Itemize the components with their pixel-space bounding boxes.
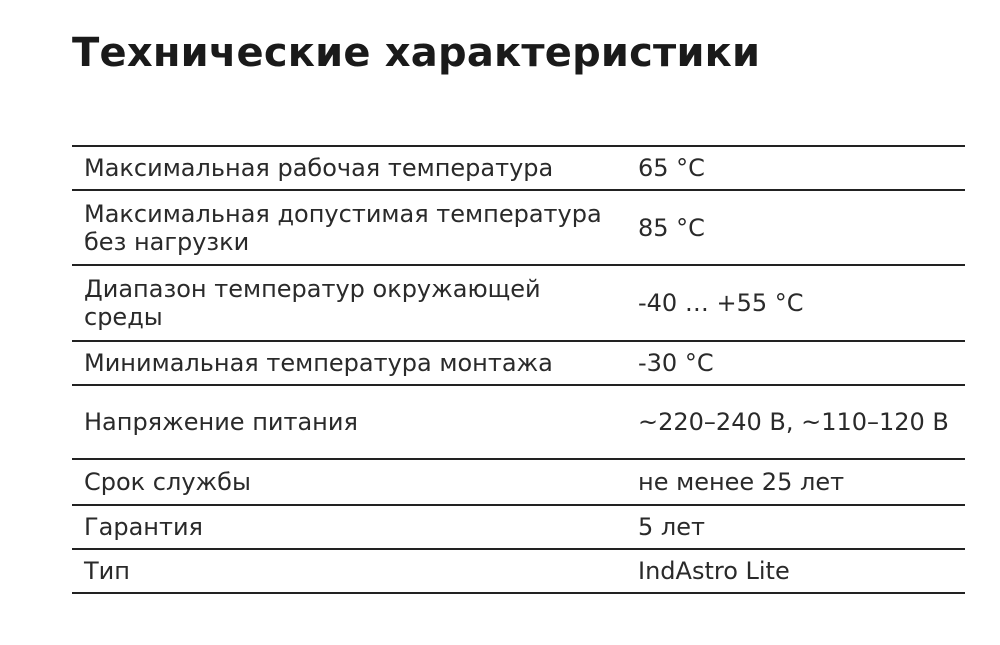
table-row: [72, 549, 965, 593]
spec-value: -30 °C: [626, 341, 965, 385]
table-row: [72, 265, 965, 341]
spec-value: IndAstro Lite: [626, 549, 965, 593]
table-row: [72, 190, 965, 265]
spec-param: Максимальная допустимая температура без нагрузки: [72, 190, 626, 265]
spec-value: не менее 25 лет: [626, 459, 965, 505]
table-row: [72, 459, 965, 505]
spec-param: Напряжение питания: [72, 385, 626, 459]
spec-value: 5 лет: [626, 505, 965, 549]
spec-value: 65 °C: [626, 146, 965, 190]
spec-param: Минимальная температура монтажа: [72, 341, 626, 385]
spec-param: Максимальная рабочая температура: [72, 146, 626, 190]
spec-value: ~220–240 В, ~110–120 В: [626, 385, 965, 459]
spec-param: Диапазон температур окружающей среды: [72, 265, 626, 341]
table-row: [72, 505, 965, 549]
spec-param: Тип: [72, 549, 626, 593]
table-row: [72, 341, 965, 385]
spec-value: -40 … +55 °C: [626, 265, 965, 341]
page-title: Технические характеристики: [72, 30, 761, 76]
spec-param: Срок службы: [72, 459, 626, 505]
table-row: [72, 385, 965, 459]
spec-value: 85 °C: [626, 190, 965, 265]
spec-param: Гарантия: [72, 505, 626, 549]
specs-table: [72, 145, 965, 594]
table-row: [72, 146, 965, 190]
